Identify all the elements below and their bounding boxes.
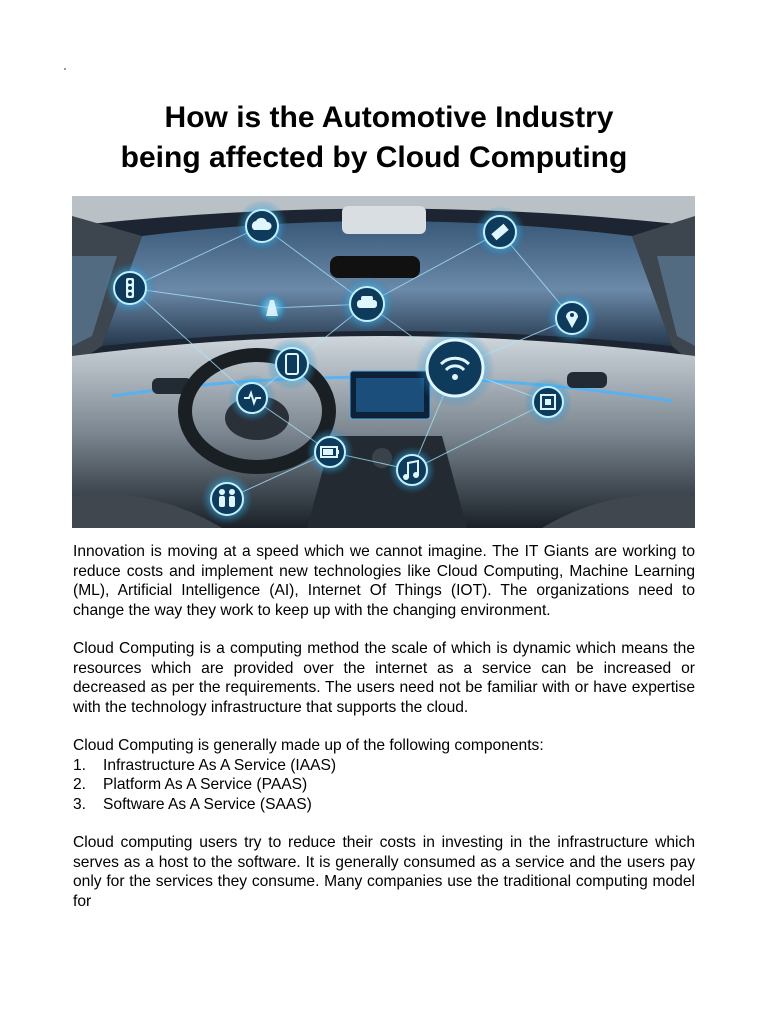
components-list bbox=[73, 756, 695, 815]
list-item-text: Infrastructure As A Service (IAAS) bbox=[103, 756, 337, 774]
location-pin-icon bbox=[546, 292, 598, 344]
chip-icon bbox=[524, 378, 572, 426]
paragraph-innovation: Innovation is moving at a speed which we cannot imagine. The IT Giants are working to reduce costs and implement new technologies like Cloud Computing, Machine Learning (ML), Artificial Intelligence (AI), Internet Of Things (IOT). The organizations need to change the way they work to keep up with the changing environment. bbox=[73, 543, 695, 619]
paragraph-closing: Cloud computing users try to reduce their costs in investing in the infrastructure which serves as a host to the software. It is generally consumed as a service and the users pay only for the services they consume. Many companies use the traditional computing model for bbox=[73, 834, 695, 910]
wifi-icon bbox=[415, 328, 495, 408]
music-icon bbox=[388, 446, 436, 494]
article-body bbox=[73, 542, 695, 911]
battery-icon bbox=[306, 428, 354, 476]
people-icon bbox=[201, 473, 253, 525]
title-line-2: being affected by Cloud Computing bbox=[120, 141, 628, 175]
components-intro: Cloud Computing is generally made up of the following components: bbox=[73, 737, 544, 754]
traffic-light-icon bbox=[104, 262, 156, 314]
car-icon bbox=[339, 276, 395, 332]
heart-monitor-icon bbox=[228, 374, 276, 422]
paragraph-cloud-definition: Cloud Computing is a computing method the scale of which is dynamic which means the resources which are provided over the internet as a service can be increased or decreased as per the requirements. The users need not be familiar with or have expertise with the technology infrastructure that supports the cloud. bbox=[73, 640, 695, 716]
smartphone-icon bbox=[266, 338, 318, 390]
list-item-text: Software As A Service (SAAS) bbox=[103, 795, 312, 813]
hero-image bbox=[72, 196, 695, 528]
list-item bbox=[73, 756, 695, 776]
title-line-1: How is the Automotive Industry bbox=[164, 101, 614, 135]
road-icon bbox=[256, 292, 288, 324]
list-item-text: Platform As A Service (PAAS) bbox=[103, 776, 308, 793]
cloud-icon bbox=[236, 200, 288, 252]
page-title bbox=[40, 98, 728, 178]
components-section bbox=[73, 736, 695, 814]
list-item-number: 1. bbox=[73, 756, 87, 774]
list-item-number: 3. bbox=[73, 795, 87, 813]
list-item-number: 2. bbox=[73, 776, 87, 793]
list-item bbox=[73, 795, 695, 815]
page-mark bbox=[64, 68, 66, 70]
list-item bbox=[73, 775, 695, 795]
satellite-icon bbox=[474, 206, 526, 258]
